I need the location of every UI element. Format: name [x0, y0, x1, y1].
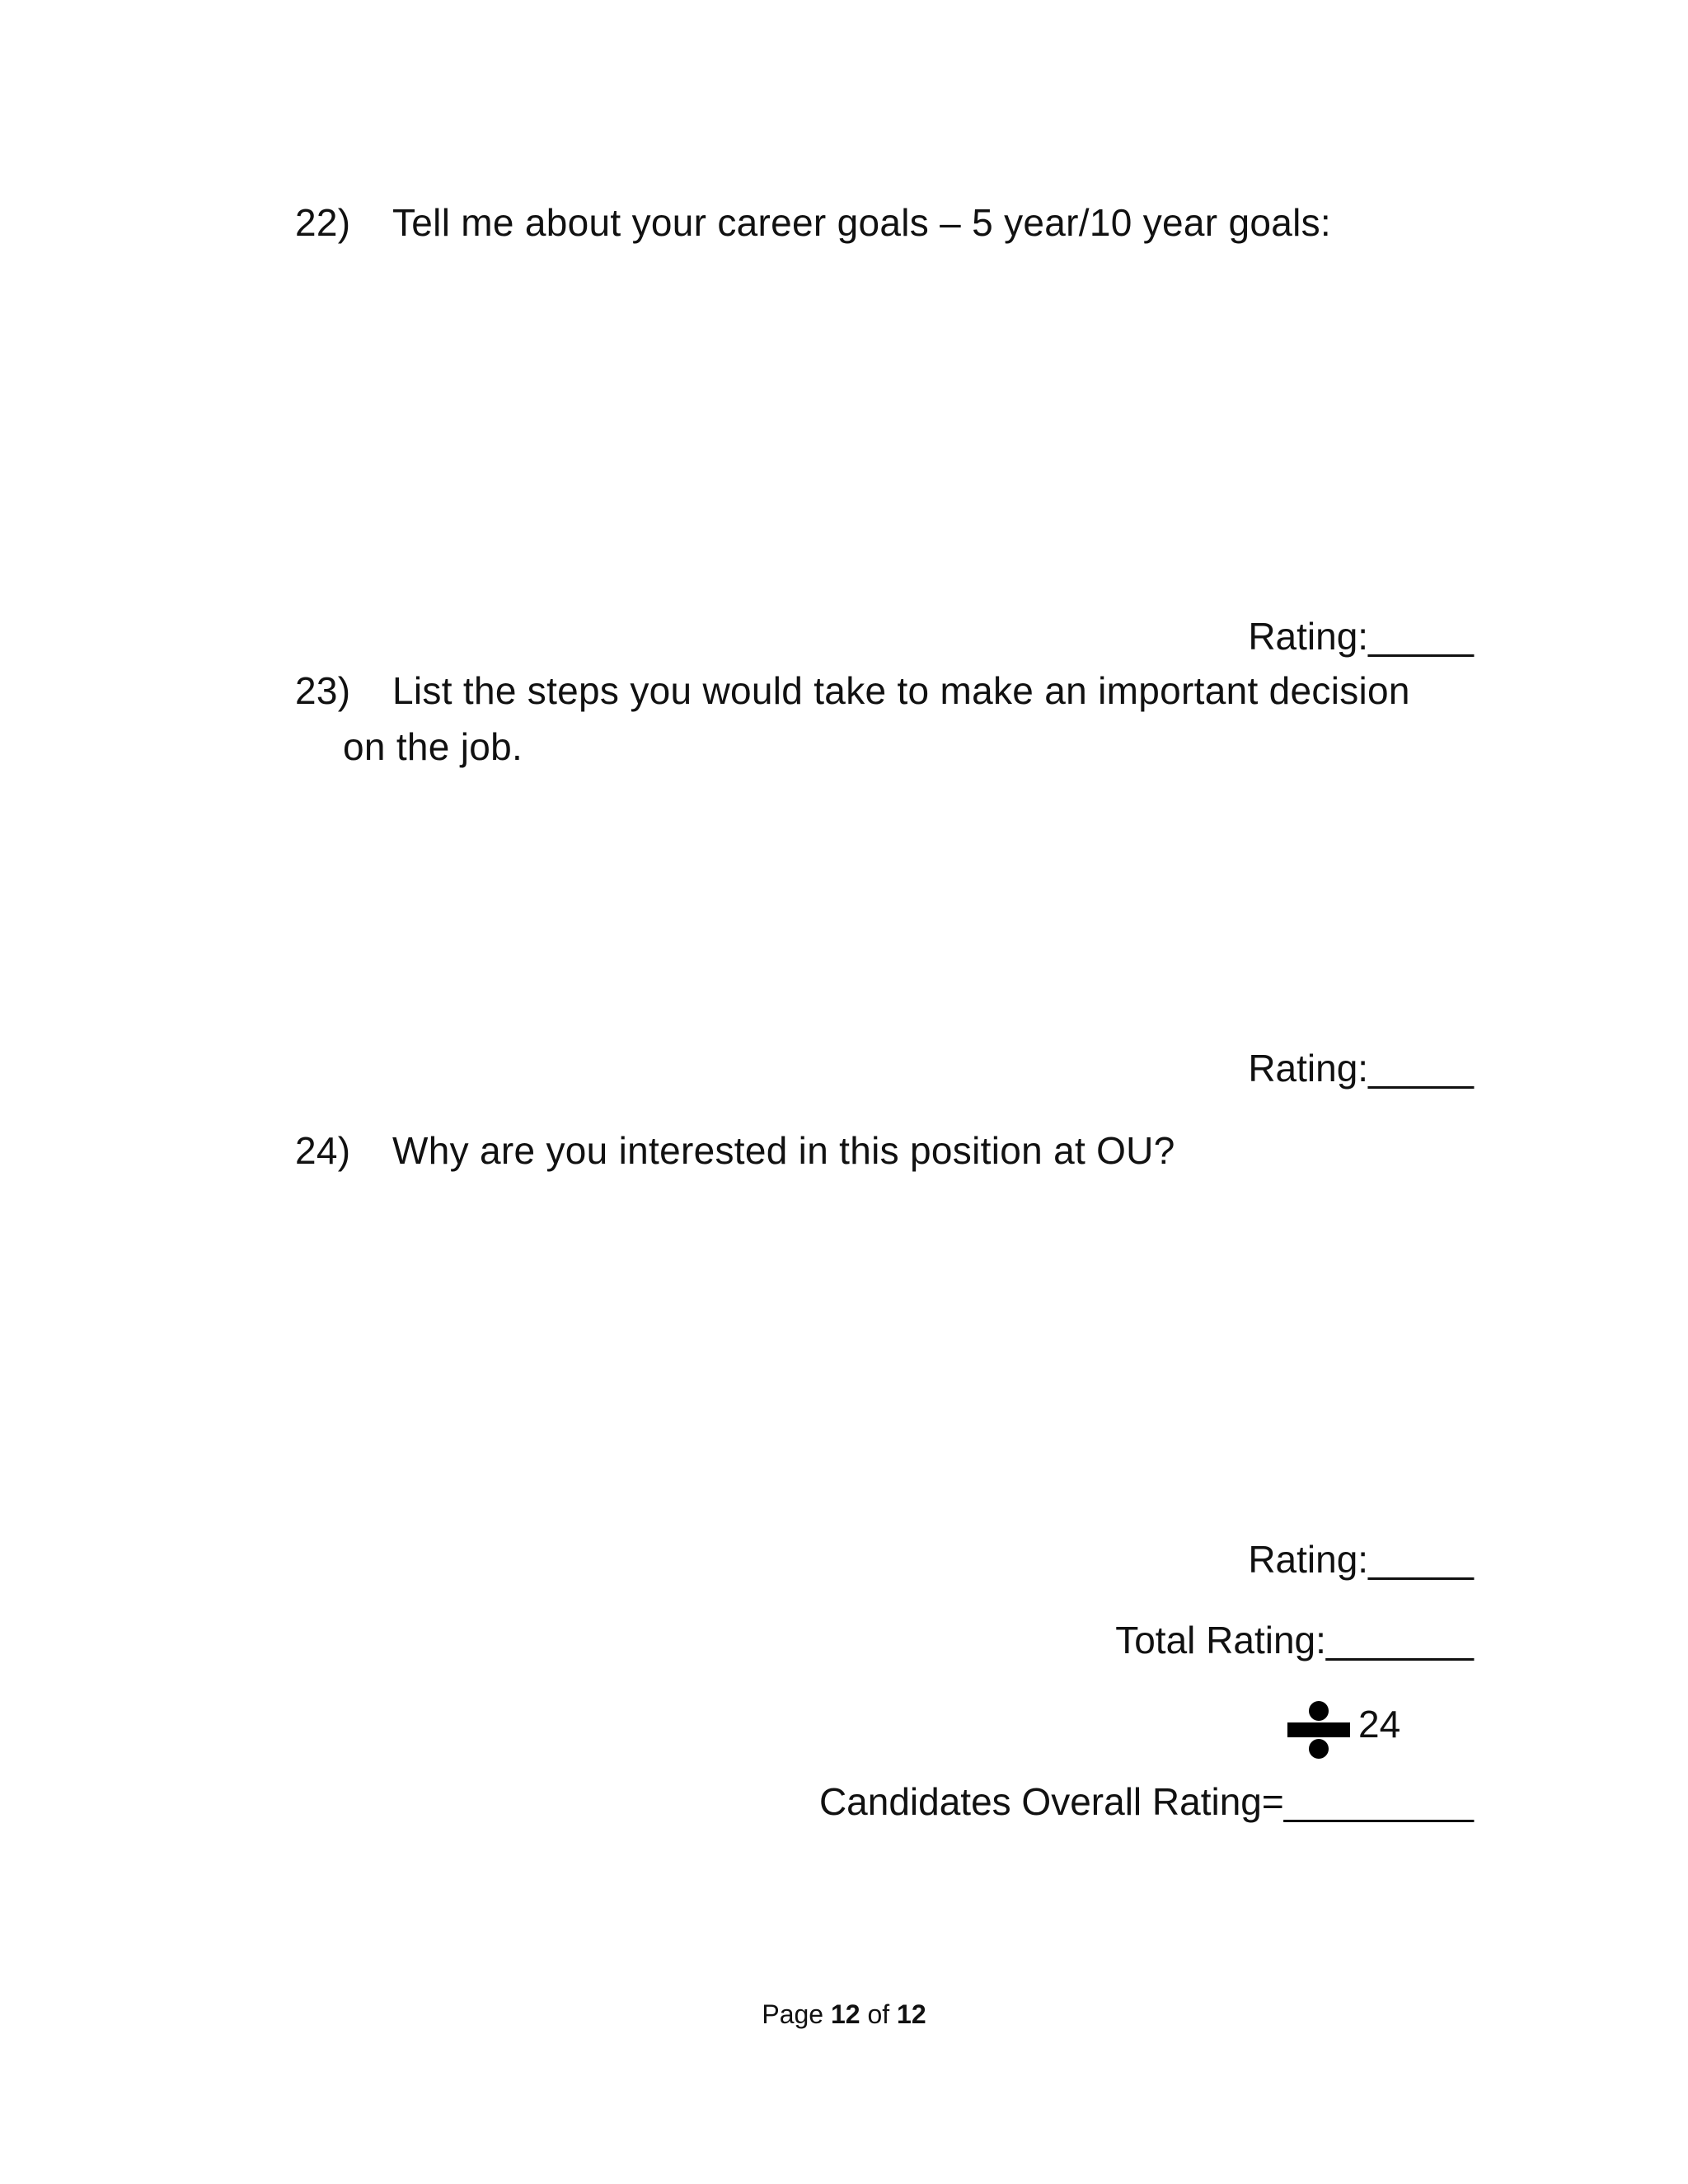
question-number: 23) — [295, 669, 351, 712]
question-text-continuation: on the job. — [343, 725, 523, 768]
question-22 — [295, 194, 1482, 251]
division-sign-icon — [1287, 1701, 1350, 1759]
total-rating-line: Total Rating:_______ — [1115, 1619, 1474, 1661]
divisor-value: 24 — [1358, 1703, 1401, 1746]
question-24 — [295, 1122, 1482, 1179]
question-text: List the steps you would take to make an important decision — [392, 669, 1410, 712]
rating-line-22: Rating:_____ — [1248, 615, 1474, 658]
rating-line-24: Rating:_____ — [1248, 1538, 1474, 1581]
question-number: 22) — [295, 201, 351, 244]
footer-of-word: of — [867, 1999, 890, 2029]
question-number: 24) — [295, 1129, 351, 1172]
rating-line-23: Rating:_____ — [1248, 1047, 1474, 1090]
overall-rating-line: Candidates Overall Rating=_________ — [818, 1780, 1474, 1823]
question-text: Why are you interested in this position at OU? — [392, 1129, 1175, 1172]
question-23 — [295, 663, 1482, 775]
question-text: Tell me about your career goals – 5 year/10 year goals: — [392, 201, 1332, 244]
footer-current-page: 12 — [830, 1999, 860, 2029]
page-footer — [0, 1998, 1688, 2031]
footer-page-word: Page — [762, 1999, 824, 2029]
footer-total-pages: 12 — [897, 1999, 926, 2029]
